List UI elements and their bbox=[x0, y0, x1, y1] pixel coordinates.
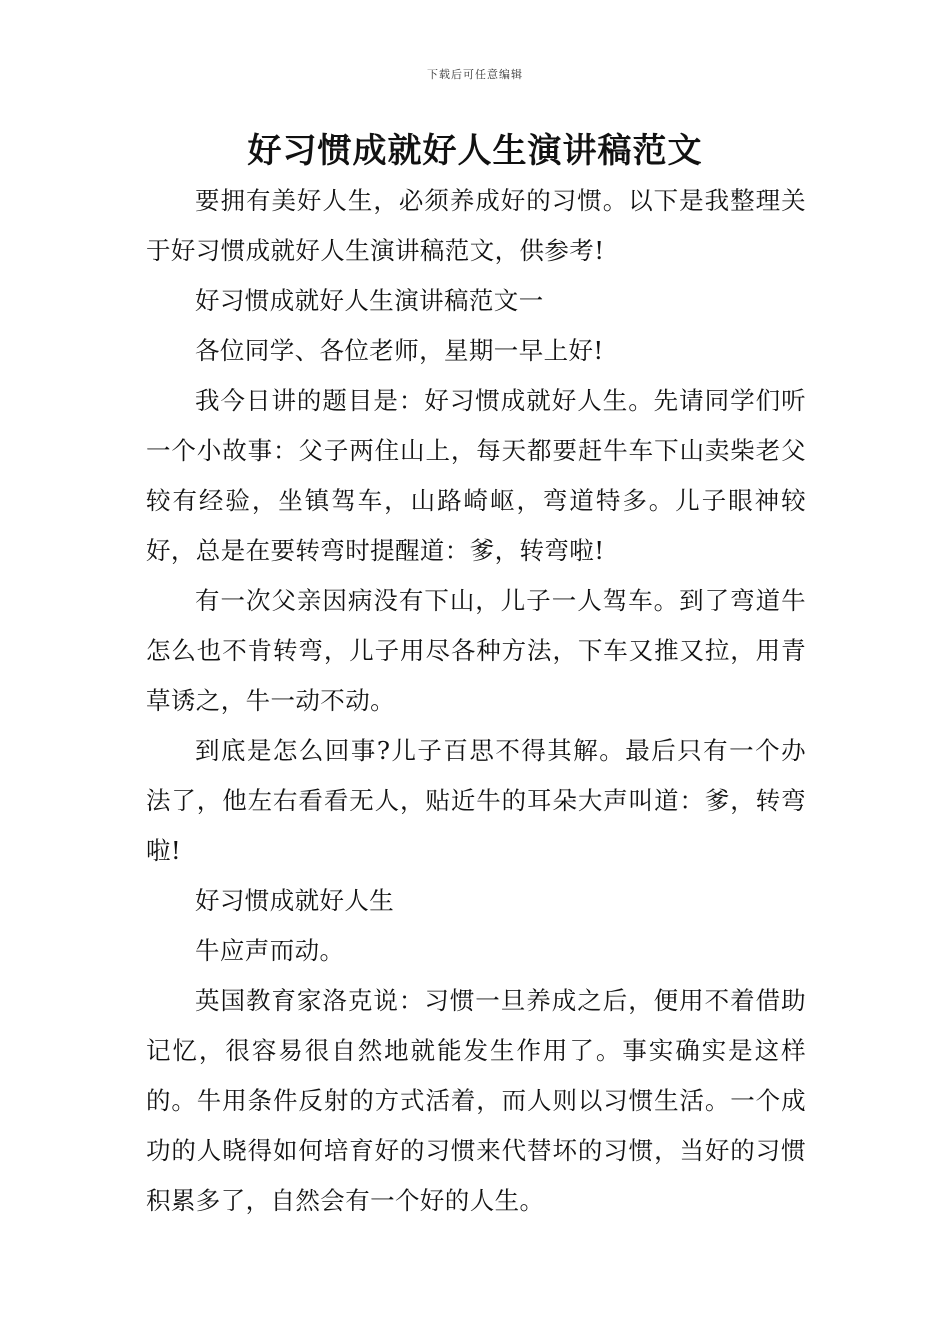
paragraph-section-heading: 好习惯成就好人生演讲稿范文一 bbox=[195, 286, 544, 315]
header-note: 下载后可任意编辑 bbox=[427, 68, 523, 81]
paragraph-ox-moves: 牛应声而动。 bbox=[195, 936, 345, 965]
paragraph-locke-quote: 英国教育家洛克说：习惯一旦养成之后，便用不着借助记忆，很容易很自然地就能发生作用了。事实确实是这样的。牛用条件反射的方式活着，而人则以习惯生活。一个成功的人晓得如何培育好的习惯来代替坏的习惯，当好的习惯积累多了，自然会有一个好的人生。 bbox=[146, 986, 806, 1215]
paragraph-greeting: 各位同学、各位老师，星期一早上好! bbox=[195, 336, 604, 365]
paragraph-story-start: 我今日讲的题目是：好习惯成就好人生。先请同学们听一个小故事：父子两住山上，每天都要赶牛车下山卖柴老父较有经验，坐镇驾车，山路崎岖，弯道特多。儿子眼神较好，总是在要转弯时提醒道：爹，转弯啦! bbox=[146, 386, 806, 565]
paragraph-intro: 要拥有美好人生，必须养成好的习惯。以下是我整理关于好习惯成就好人生演讲稿范文，供参考! bbox=[146, 186, 806, 265]
paragraph-story-middle: 有一次父亲因病没有下山，儿子一人驾车。到了弯道牛怎么也不肯转弯，儿子用尽各种方法，下车又推又拉，用青草诱之，牛一动不动。 bbox=[146, 586, 806, 715]
document-body bbox=[146, 176, 806, 1226]
document-title: 好习惯成就好人生演讲稿范文 bbox=[247, 131, 703, 171]
paragraph-story-end: 到底是怎么回事?儿子百思不得其解。最后只有一个办法了，他左右看看无人，贴近牛的耳朵大声叫道：爹，转弯啦! bbox=[146, 736, 806, 865]
paragraph-subheading: 好习惯成就好人生 bbox=[195, 886, 395, 915]
